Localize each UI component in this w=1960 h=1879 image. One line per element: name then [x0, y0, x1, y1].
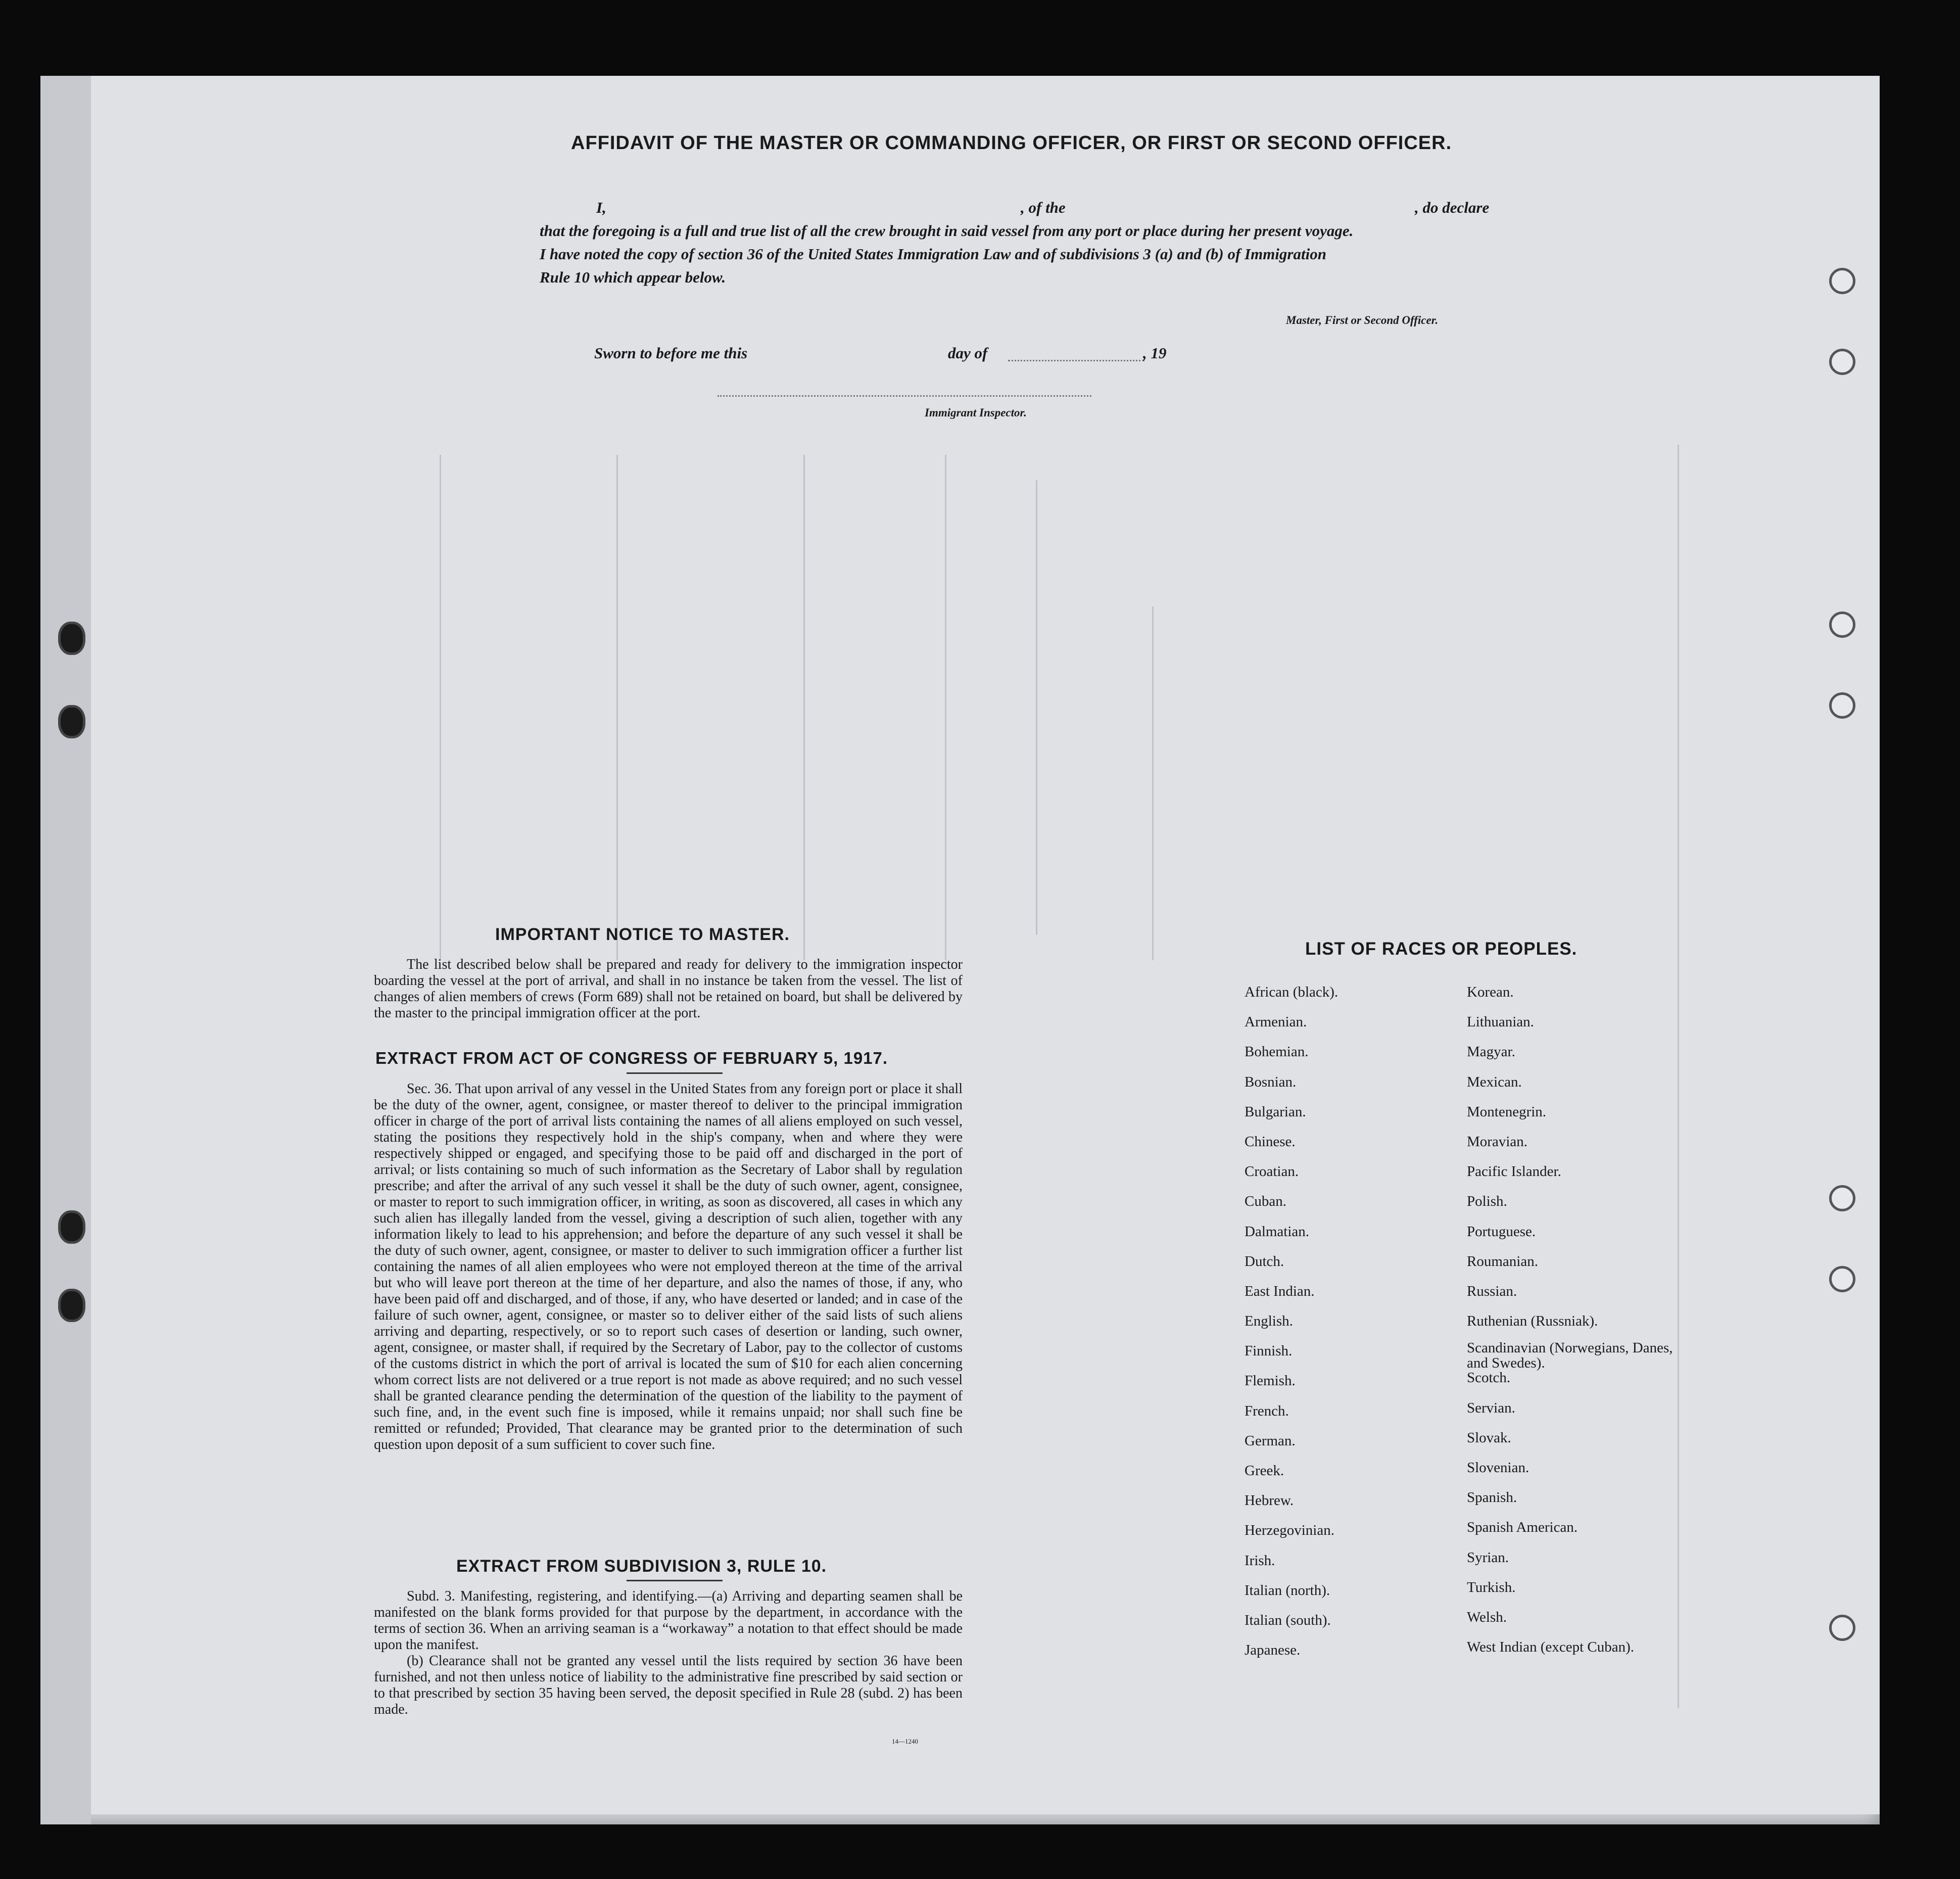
- affidavit-do-declare: , do declare: [1415, 199, 1490, 216]
- race-item: Mexican.: [1467, 1073, 1522, 1090]
- race-item: West Indian (except Cuban).: [1467, 1639, 1635, 1656]
- race-item: Dalmatian.: [1245, 1223, 1310, 1240]
- affidavit-of-the: , of the: [1021, 199, 1066, 216]
- bleed-line: [945, 455, 946, 960]
- binding-hole: [1829, 1615, 1855, 1641]
- race-item: Polish.: [1467, 1193, 1507, 1210]
- notice-paragraph: The list described below shall be prepared and ready for delivery to the immigration inspector boarding the vessel at the port of arrival, and shall in no instance be taken from the vessel. The list of changes of alien members of crews (Form 689) shall not be retained on board, but shall be delivered by the master to the principal immigration officer at the port.: [374, 957, 963, 1021]
- bleed-line: [1036, 480, 1037, 935]
- race-item: East Indian.: [1245, 1283, 1315, 1299]
- race-item: Greek.: [1245, 1463, 1284, 1479]
- form-code: 14—1240: [892, 1737, 918, 1745]
- race-item: Korean.: [1467, 984, 1514, 1000]
- race-item: Irish.: [1245, 1552, 1275, 1569]
- race-item: Dutch.: [1245, 1253, 1284, 1270]
- binding-hole: [1829, 692, 1855, 719]
- notice-text: [374, 957, 963, 1021]
- race-item: Scotch.: [1467, 1370, 1511, 1386]
- binding-hole: [1829, 612, 1855, 638]
- race-item: Ruthenian (Russniak).: [1467, 1313, 1598, 1330]
- rule-paragraph-a: Subd. 3. Manifesting, registering, and identifying.—(a) Arriving and departing seamen shall be manifested on the blank forms provided for that purpose by the department, in accordance with the terms of section 36. When an arriving seaman is a “workaway” a notation to that effect should be made upon the manifest.: [374, 1588, 963, 1653]
- master-signature-caption: Master, First or Second Officer.: [1286, 314, 1439, 326]
- binding-hole: [1829, 1185, 1855, 1211]
- race-item: Portuguese.: [1467, 1223, 1536, 1240]
- race-item: Roumanian.: [1467, 1253, 1538, 1270]
- race-item: German.: [1245, 1432, 1296, 1449]
- race-item: Montenegrin.: [1467, 1103, 1547, 1120]
- race-item: Spanish.: [1467, 1489, 1517, 1506]
- binding-hole: [1829, 1266, 1855, 1292]
- race-item: Servian.: [1467, 1399, 1515, 1416]
- race-item: Herzegovinian.: [1245, 1522, 1334, 1539]
- notice-heading: IMPORTANT NOTICE TO MASTER.: [495, 925, 790, 944]
- sworn-text: Sworn to before me this: [594, 344, 748, 362]
- binding-hole: [1829, 349, 1855, 375]
- race-item: English.: [1245, 1313, 1293, 1330]
- act-text: [374, 1081, 963, 1453]
- race-item: Turkish.: [1467, 1579, 1516, 1595]
- rule-text: [374, 1588, 963, 1718]
- affidavit-i: I,: [596, 199, 606, 216]
- race-item: Scandinavian (Norwegians, Danes, and Swedes).: [1467, 1340, 1673, 1372]
- race-item: French.: [1245, 1402, 1289, 1419]
- bleed-line: [616, 455, 618, 960]
- race-item: Bosnian.: [1245, 1073, 1297, 1090]
- binding-hole: [58, 1289, 85, 1322]
- date-blank: [1008, 360, 1144, 361]
- binding-hole: [1829, 268, 1855, 294]
- heading-rule: [627, 1580, 723, 1581]
- binding-hole: [58, 622, 85, 655]
- act-paragraph: Sec. 36. That upon arrival of any vessel in the United States from any foreign port or place it shall be the duty of the owner, agent, consignee, or master thereof to deliver to the principal immigration officer in charge of the port of arrival lists containing the names of all aliens employed on such vessel, stating the positions they respectively hold in the ship's company, when and where they were respectively shipped or engaged, and specifying those to be paid off and discharged in the port of arrival; or lists containing so much of such information as the Secretary of Labor shall by regulation prescribe; and after the arrival of any such vessel it shall be the duty of such owner, agent, consignee, or master to report to such immigration officer, in writing, as soon as discovered, all cases in which any such alien has illegally landed from the vessel, giving a description of such alien, together with any information likely to lead to his apprehension; and before the departure of any such vessel it shall be the duty of such owner, agent, consignee, or master to deliver to such immigration officer a further list containing the names of all alien employees who were not employed thereon at the time of the arrival but who will leave port thereon at the time of her departure, and also the names of those, if any, who have been paid off and discharged, and of those, if any, who have deserted or landed; and in case of the failure of such owner, agent, consignee, or master so to deliver either of the said lists of such aliens arriving and departing, respectively, or so to report such cases of desertion or landing, such owner, agent, consignee, or master shall, if required by the Secretary of Labor, pay to the collector of customs of the customs district in which the port of arrival is located the sum of $10 for each alien concerning whom correct lists are not delivered or a true report is not made as above required; and no such vessel shall be granted clearance pending the determination of the question of the liability to the payment of such fine, and, in the event such fine is imposed, while it remains unpaid; nor shall such fine be remitted or refunded; Provided, That clearance may be granted prior to the determination of such question upon deposit of a sum sufficient to cover such fine.: [374, 1081, 963, 1452]
- race-item: Chinese.: [1245, 1133, 1296, 1150]
- race-item: Lithuanian.: [1467, 1014, 1534, 1030]
- affidavit-line-4: Rule 10 which appear below.: [540, 268, 726, 286]
- race-item: Japanese.: [1245, 1642, 1301, 1659]
- affidavit-line-3: I have noted the copy of section 36 of the United States Immigration Law and of subdivisions 3 (a) and (b) of Immigration: [540, 245, 1326, 263]
- race-item: Welsh.: [1467, 1609, 1507, 1625]
- heading-rule: [627, 1072, 723, 1074]
- affidavit-title: AFFIDAVIT OF THE MASTER OR COMMANDING OFFICER, OR FIRST OR SECOND OFFICER.: [571, 132, 1452, 154]
- race-item: African (black).: [1245, 984, 1338, 1000]
- race-item: Bulgarian.: [1245, 1103, 1306, 1120]
- bleed-line: [440, 455, 441, 960]
- binding-hole: [58, 1210, 85, 1244]
- race-item: Italian (south).: [1245, 1612, 1331, 1628]
- binding-hole: [58, 705, 85, 738]
- rule-heading: EXTRACT FROM SUBDIVISION 3, RULE 10.: [456, 1557, 827, 1576]
- race-item: Pacific Islander.: [1467, 1163, 1561, 1180]
- act-heading: EXTRACT FROM ACT OF CONGRESS OF FEBRUARY 5, 1917.: [375, 1049, 888, 1067]
- race-item: Slovak.: [1467, 1429, 1511, 1446]
- race-item: Croatian.: [1245, 1163, 1299, 1180]
- race-item: Italian (north).: [1245, 1582, 1330, 1599]
- race-item: Magyar.: [1467, 1044, 1515, 1060]
- race-item: Cuban.: [1245, 1193, 1286, 1210]
- race-item: Bohemian.: [1245, 1044, 1309, 1060]
- race-item: Spanish American.: [1467, 1519, 1578, 1536]
- day-of-text: day of: [948, 344, 988, 362]
- bleed-line: [803, 455, 805, 960]
- races-heading: LIST OF RACES OR PEOPLES.: [1305, 939, 1577, 959]
- races-left-column: [1245, 984, 1338, 1672]
- race-item: Finnish.: [1245, 1343, 1293, 1359]
- page-edge: [40, 76, 91, 1824]
- races-right-column: [1467, 984, 1679, 1669]
- race-item: Armenian.: [1245, 1014, 1307, 1030]
- rule-paragraph-b: (b) Clearance shall not be granted any vessel until the lists required by section 36 have been furnished, and not then unless notice of liability to the administrative fine prescribed by said section or to that prescribed by section 35 having been served, the deposit specified in Rule 28 (subd. 2) has been made.: [374, 1653, 963, 1717]
- race-item: Hebrew.: [1245, 1492, 1294, 1509]
- bleed-line: [1152, 606, 1154, 960]
- inspector-caption: Immigrant Inspector.: [925, 406, 1027, 419]
- race-item: Syrian.: [1467, 1549, 1509, 1566]
- year-text: , 19: [1143, 344, 1167, 362]
- race-item: Slovenian.: [1467, 1460, 1529, 1476]
- race-item: Moravian.: [1467, 1133, 1527, 1150]
- race-item: Flemish.: [1245, 1373, 1296, 1389]
- affidavit-line-2: that the foregoing is a full and true list of all the crew brought in said vessel from any port or place during her present voyage.: [540, 222, 1354, 240]
- inspector-signature-line: [718, 395, 1091, 397]
- race-item: Russian.: [1467, 1283, 1517, 1299]
